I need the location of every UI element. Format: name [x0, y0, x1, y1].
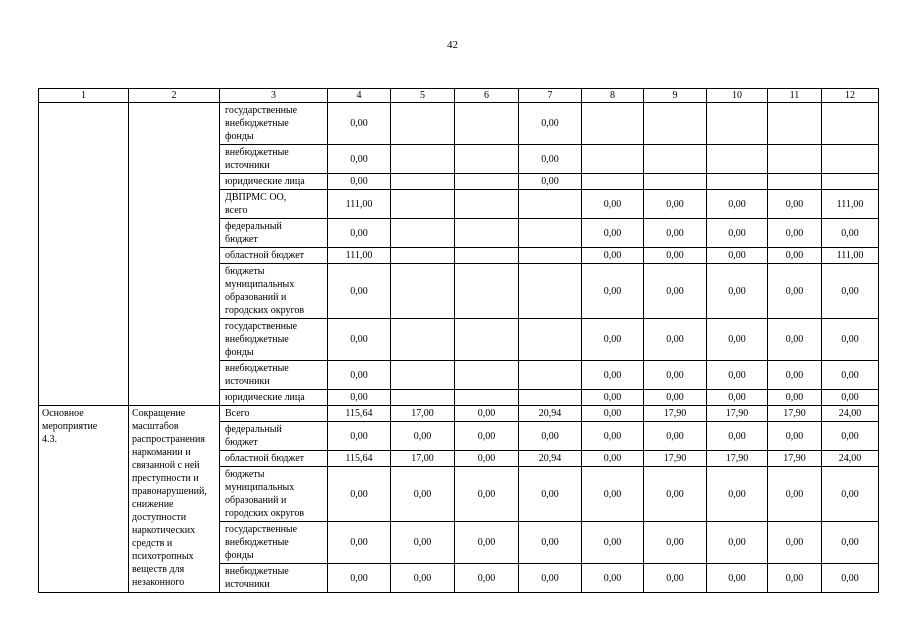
value-cell-col-6 — [455, 145, 519, 174]
column-header-3: 3 — [220, 89, 328, 103]
value-cell-col-10: 0,00 — [707, 248, 768, 264]
value-cell-col-12: 111,00 — [822, 248, 879, 264]
value-cell-col-12: 0,00 — [822, 390, 879, 406]
value-cell-col-11: 0,00 — [768, 467, 822, 522]
value-cell-col-6 — [455, 319, 519, 361]
page-number: 42 — [447, 39, 458, 51]
value-cell-col-11 — [768, 174, 822, 190]
column-header-5: 5 — [391, 89, 455, 103]
funding-source-label: бюджеты муниципальных образований и городских округов — [220, 264, 328, 319]
value-cell-col-11: 0,00 — [768, 564, 822, 593]
value-cell-col-12: 111,00 — [822, 190, 879, 219]
value-cell-col-4: 0,00 — [328, 103, 391, 145]
value-cell-col-4: 0,00 — [328, 219, 391, 248]
value-cell-col-8 — [582, 174, 644, 190]
value-cell-col-7: 0,00 — [519, 103, 582, 145]
value-cell-col-10: 17,90 — [707, 406, 768, 422]
value-cell-col-7: 20,94 — [519, 406, 582, 422]
value-cell-col-8: 0,00 — [582, 219, 644, 248]
value-cell-col-9: 0,00 — [644, 422, 707, 451]
value-cell-col-5: 0,00 — [391, 522, 455, 564]
column-header-1: 1 — [39, 89, 129, 103]
value-cell-col-10 — [707, 145, 768, 174]
value-cell-col-6 — [455, 390, 519, 406]
value-cell-col-9: 0,00 — [644, 361, 707, 390]
value-cell-col-12 — [822, 145, 879, 174]
value-cell-col-5: 0,00 — [391, 564, 455, 593]
value-cell-col-10: 0,00 — [707, 319, 768, 361]
value-cell-col-12: 0,00 — [822, 319, 879, 361]
value-cell-col-9: 17,90 — [644, 451, 707, 467]
value-cell-col-8: 0,00 — [582, 451, 644, 467]
value-cell-col-4: 115,64 — [328, 451, 391, 467]
value-cell-col-11: 0,00 — [768, 522, 822, 564]
value-cell-col-4: 111,00 — [328, 190, 391, 219]
value-cell-col-4: 0,00 — [328, 522, 391, 564]
value-cell-col-9: 0,00 — [644, 264, 707, 319]
column-header-7: 7 — [519, 89, 582, 103]
value-cell-col-9 — [644, 174, 707, 190]
value-cell-col-8: 0,00 — [582, 467, 644, 522]
value-cell-col-9 — [644, 103, 707, 145]
value-cell-col-10: 0,00 — [707, 467, 768, 522]
value-cell-col-11: 0,00 — [768, 219, 822, 248]
value-cell-col-9: 0,00 — [644, 390, 707, 406]
value-cell-col-6: 0,00 — [455, 406, 519, 422]
budget-table — [38, 88, 879, 593]
value-cell-col-4: 0,00 — [328, 564, 391, 593]
value-cell-col-12 — [822, 174, 879, 190]
value-cell-col-7 — [519, 361, 582, 390]
value-cell-col-4: 111,00 — [328, 248, 391, 264]
funding-source-label: государственные внебюджетные фонды — [220, 522, 328, 564]
value-cell-col-5: 0,00 — [391, 467, 455, 522]
value-cell-col-4: 0,00 — [328, 174, 391, 190]
funding-source-label: внебюджетные источники — [220, 361, 328, 390]
value-cell-col-7: 0,00 — [519, 422, 582, 451]
column-header-10: 10 — [707, 89, 768, 103]
value-cell-col-7: 0,00 — [519, 145, 582, 174]
value-cell-col-12: 0,00 — [822, 264, 879, 319]
funding-source-label: федеральный бюджет — [220, 219, 328, 248]
funding-source-label: внебюджетные источники — [220, 564, 328, 593]
value-cell-col-5 — [391, 219, 455, 248]
value-cell-col-10 — [707, 174, 768, 190]
value-cell-col-8 — [582, 145, 644, 174]
value-cell-col-8: 0,00 — [582, 390, 644, 406]
value-cell-col-10: 0,00 — [707, 564, 768, 593]
value-cell-col-10: 0,00 — [707, 522, 768, 564]
column-header-11: 11 — [768, 89, 822, 103]
funding-source-label: государственные внебюджетные фонды — [220, 319, 328, 361]
value-cell-col-10: 0,00 — [707, 422, 768, 451]
value-cell-col-5 — [391, 361, 455, 390]
value-cell-col-8: 0,00 — [582, 248, 644, 264]
value-cell-col-12: 0,00 — [822, 467, 879, 522]
column-header-2: 2 — [129, 89, 220, 103]
value-cell-col-6 — [455, 103, 519, 145]
value-cell-col-7: 20,94 — [519, 451, 582, 467]
value-cell-col-10: 0,00 — [707, 390, 768, 406]
value-cell-col-5 — [391, 264, 455, 319]
value-cell-col-10: 0,00 — [707, 264, 768, 319]
value-cell-col-6 — [455, 190, 519, 219]
value-cell-col-6 — [455, 264, 519, 319]
value-cell-col-7 — [519, 219, 582, 248]
value-cell-col-6 — [455, 361, 519, 390]
value-cell-col-11: 0,00 — [768, 248, 822, 264]
funding-source-label: юридические лица — [220, 174, 328, 190]
funding-source-label: федеральный бюджет — [220, 422, 328, 451]
table-header-row — [39, 89, 879, 103]
value-cell-col-8: 0,00 — [582, 406, 644, 422]
value-cell-col-4: 0,00 — [328, 467, 391, 522]
measure-description-cell — [129, 103, 220, 406]
value-cell-col-7 — [519, 264, 582, 319]
value-cell-col-11: 0,00 — [768, 361, 822, 390]
funding-source-label: государственные внебюджетные фонды — [220, 103, 328, 145]
value-cell-col-8 — [582, 103, 644, 145]
value-cell-col-9: 0,00 — [644, 467, 707, 522]
value-cell-col-12 — [822, 103, 879, 145]
value-cell-col-6 — [455, 219, 519, 248]
value-cell-col-5 — [391, 319, 455, 361]
column-header-9: 9 — [644, 89, 707, 103]
value-cell-col-9: 0,00 — [644, 248, 707, 264]
value-cell-col-8: 0,00 — [582, 422, 644, 451]
value-cell-col-11: 0,00 — [768, 190, 822, 219]
funding-source-label: бюджеты муниципальных образований и городских округов — [220, 467, 328, 522]
value-cell-col-5: 0,00 — [391, 422, 455, 451]
value-cell-col-7 — [519, 190, 582, 219]
value-cell-col-6: 0,00 — [455, 467, 519, 522]
value-cell-col-12: 24,00 — [822, 406, 879, 422]
value-cell-col-9: 0,00 — [644, 522, 707, 564]
value-cell-col-8: 0,00 — [582, 361, 644, 390]
value-cell-col-7 — [519, 248, 582, 264]
value-cell-col-11: 0,00 — [768, 319, 822, 361]
funding-source-label: внебюджетные источники — [220, 145, 328, 174]
value-cell-col-8: 0,00 — [582, 319, 644, 361]
value-cell-col-4: 0,00 — [328, 145, 391, 174]
value-cell-col-4: 115,64 — [328, 406, 391, 422]
value-cell-col-8: 0,00 — [582, 564, 644, 593]
column-header-4: 4 — [328, 89, 391, 103]
column-header-6: 6 — [455, 89, 519, 103]
value-cell-col-7: 0,00 — [519, 174, 582, 190]
measure-description-cell: Сокращение масштабов распространения наркомании и связанной с ней преступности и правонарушений, снижение доступности наркотических средств и психотропных веществ для незаконного — [129, 406, 220, 593]
column-header-12: 12 — [822, 89, 879, 103]
funding-source-label: областной бюджет — [220, 451, 328, 467]
value-cell-col-6: 0,00 — [455, 422, 519, 451]
table-row — [39, 406, 879, 422]
funding-source-label: Всего — [220, 406, 328, 422]
value-cell-col-7: 0,00 — [519, 467, 582, 522]
table-body — [39, 103, 879, 593]
value-cell-col-4: 0,00 — [328, 264, 391, 319]
value-cell-col-7 — [519, 390, 582, 406]
value-cell-col-5 — [391, 145, 455, 174]
value-cell-col-5 — [391, 248, 455, 264]
value-cell-col-6: 0,00 — [455, 522, 519, 564]
value-cell-col-5 — [391, 190, 455, 219]
value-cell-col-9: 17,90 — [644, 406, 707, 422]
value-cell-col-5 — [391, 390, 455, 406]
value-cell-col-11: 17,90 — [768, 406, 822, 422]
value-cell-col-10: 17,90 — [707, 451, 768, 467]
value-cell-col-12: 0,00 — [822, 564, 879, 593]
measure-name-cell — [39, 103, 129, 406]
value-cell-col-9: 0,00 — [644, 190, 707, 219]
value-cell-col-9: 0,00 — [644, 219, 707, 248]
value-cell-col-6: 0,00 — [455, 451, 519, 467]
value-cell-col-8: 0,00 — [582, 522, 644, 564]
value-cell-col-9: 0,00 — [644, 564, 707, 593]
value-cell-col-5 — [391, 174, 455, 190]
value-cell-col-12: 0,00 — [822, 361, 879, 390]
value-cell-col-12: 0,00 — [822, 522, 879, 564]
value-cell-col-7 — [519, 319, 582, 361]
value-cell-col-4: 0,00 — [328, 422, 391, 451]
value-cell-col-5: 17,00 — [391, 451, 455, 467]
value-cell-col-9 — [644, 145, 707, 174]
value-cell-col-11 — [768, 103, 822, 145]
value-cell-col-8: 0,00 — [582, 264, 644, 319]
funding-source-label: областной бюджет — [220, 248, 328, 264]
value-cell-col-6 — [455, 248, 519, 264]
measure-name-cell: Основное мероприятие 4.3. — [39, 406, 129, 593]
column-header-8: 8 — [582, 89, 644, 103]
value-cell-col-10: 0,00 — [707, 219, 768, 248]
value-cell-col-11: 17,90 — [768, 451, 822, 467]
value-cell-col-11 — [768, 145, 822, 174]
value-cell-col-10: 0,00 — [707, 361, 768, 390]
value-cell-col-11: 0,00 — [768, 422, 822, 451]
table-header — [39, 89, 879, 103]
value-cell-col-12: 24,00 — [822, 451, 879, 467]
value-cell-col-4: 0,00 — [328, 319, 391, 361]
value-cell-col-7: 0,00 — [519, 564, 582, 593]
value-cell-col-9: 0,00 — [644, 319, 707, 361]
value-cell-col-12: 0,00 — [822, 219, 879, 248]
value-cell-col-4: 0,00 — [328, 361, 391, 390]
value-cell-col-6: 0,00 — [455, 564, 519, 593]
value-cell-col-4: 0,00 — [328, 390, 391, 406]
funding-source-label: ДВПРМС ОО, всего — [220, 190, 328, 219]
value-cell-col-6 — [455, 174, 519, 190]
value-cell-col-10: 0,00 — [707, 190, 768, 219]
value-cell-col-5 — [391, 103, 455, 145]
value-cell-col-10 — [707, 103, 768, 145]
value-cell-col-11: 0,00 — [768, 390, 822, 406]
table-row — [39, 103, 879, 145]
value-cell-col-8: 0,00 — [582, 190, 644, 219]
value-cell-col-12: 0,00 — [822, 422, 879, 451]
value-cell-col-11: 0,00 — [768, 264, 822, 319]
value-cell-col-7: 0,00 — [519, 522, 582, 564]
funding-source-label: юридические лица — [220, 390, 328, 406]
value-cell-col-5: 17,00 — [391, 406, 455, 422]
